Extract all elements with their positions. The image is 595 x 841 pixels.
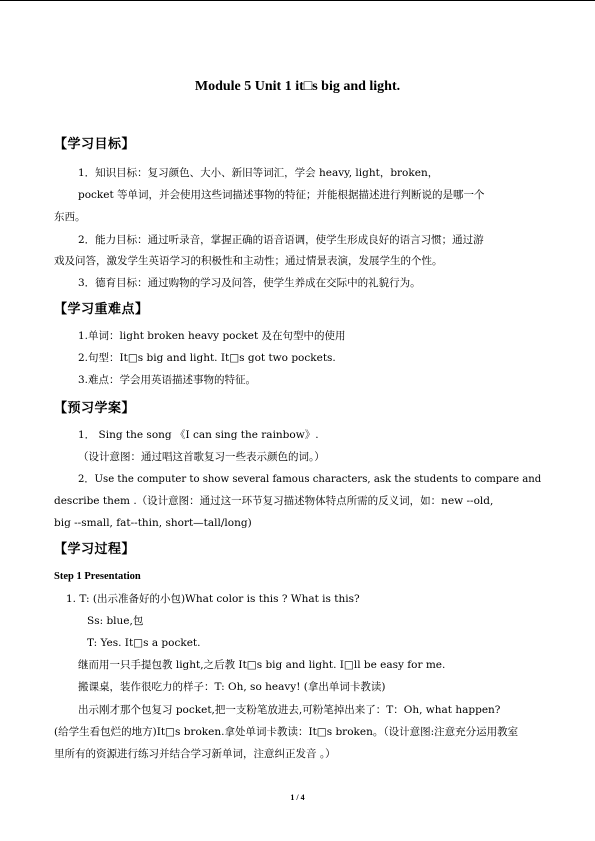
objectives-line-5: 戏及问答，激发学生英语学习的积极性和主动性；通过情景表演，发展学生的个性。 — [54, 255, 443, 267]
preview-heading: 【预习学案】 — [54, 401, 136, 416]
process-line-5: 搬课桌，装作很吃力的样子：T: Oh, so heavy! (拿出单词卡教读) — [78, 681, 386, 693]
objectives-line-4: 2．能力目标：通过听录音，掌握正确的语音语调，使学生形成良好的语言习惯；通过游 — [78, 234, 484, 246]
preview-line-3: 2．Use the computer to show several famous characters, ask the students to compare and — [78, 473, 542, 485]
objectives-line-3: 东西。 — [54, 211, 86, 223]
document-title: Module 5 Unit 1 it□s big and light. — [194, 79, 401, 94]
process-line-4: 继而用一只手提包教 light,之后教 It□s big and light. I□ll be easy for me. — [78, 659, 446, 671]
key-points-line-3: 3.难点：学会用英语描述事物的特征。 — [78, 374, 257, 386]
process-line-6: 出示刚才那个包复习 pocket,把一支粉笔放进去,可粉笔掉出来了：T：Oh, what happen? — [78, 704, 501, 716]
preview-line-5: big --small, fat--thin, short—tall/long) — [54, 517, 252, 529]
process-line-1: 1. T: (出示准备好的小包)What color is this ? What is this? — [66, 593, 360, 605]
page-number: 1 / 4 — [290, 793, 305, 802]
key-points-heading: 【学习重难点】 — [54, 302, 149, 317]
objectives-heading: 【学习目标】 — [54, 137, 136, 152]
process-heading: 【学习过程】 — [54, 542, 136, 557]
process-line-3: T: Yes. It□s a pocket. — [87, 637, 201, 649]
objectives-line-2: pocket 等单词，并会使用这些词描述事物的特征；并能根据描述进行判断说的是哪一个 — [78, 189, 485, 201]
key-points-line-1: 1.单词：light broken heavy pocket 及在句型中的使用 — [78, 330, 346, 342]
key-points-line-2: 2.句型：It□s big and light. It□s got two pockets. — [78, 352, 336, 364]
preview-line-4: describe them .（设计意图：通过这一环节复习描述物体特点所需的反义词，如：new --old, — [54, 495, 494, 507]
objectives-line-1: 1．知识目标：复习颜色、大小、新旧等词汇，学会 heavy, light，broken， — [78, 167, 439, 179]
preview-line-1: 1． Sing the song 《I can sing the rainbow》. — [78, 429, 319, 441]
process-line-2: Ss: blue,包 — [87, 615, 144, 627]
process-line-7: (给学生看包烂的地方)It□s broken.拿处单词卡教读：It□s broken。（设计意图:注意充分运用教室 — [54, 726, 519, 738]
preview-line-2: （设计意图：通过唱这首歌复习一些表示颜色的词。） — [78, 451, 325, 463]
objectives-line-6: 3．德育目标：通过购物的学习及问答，使学生养成在交际中的礼貌行为。 — [78, 277, 421, 289]
step-title: Step 1 Presentation — [54, 571, 141, 582]
process-line-8: 里所有的资源进行练习并结合学习新单词，注意纠正发音 。） — [54, 748, 336, 760]
